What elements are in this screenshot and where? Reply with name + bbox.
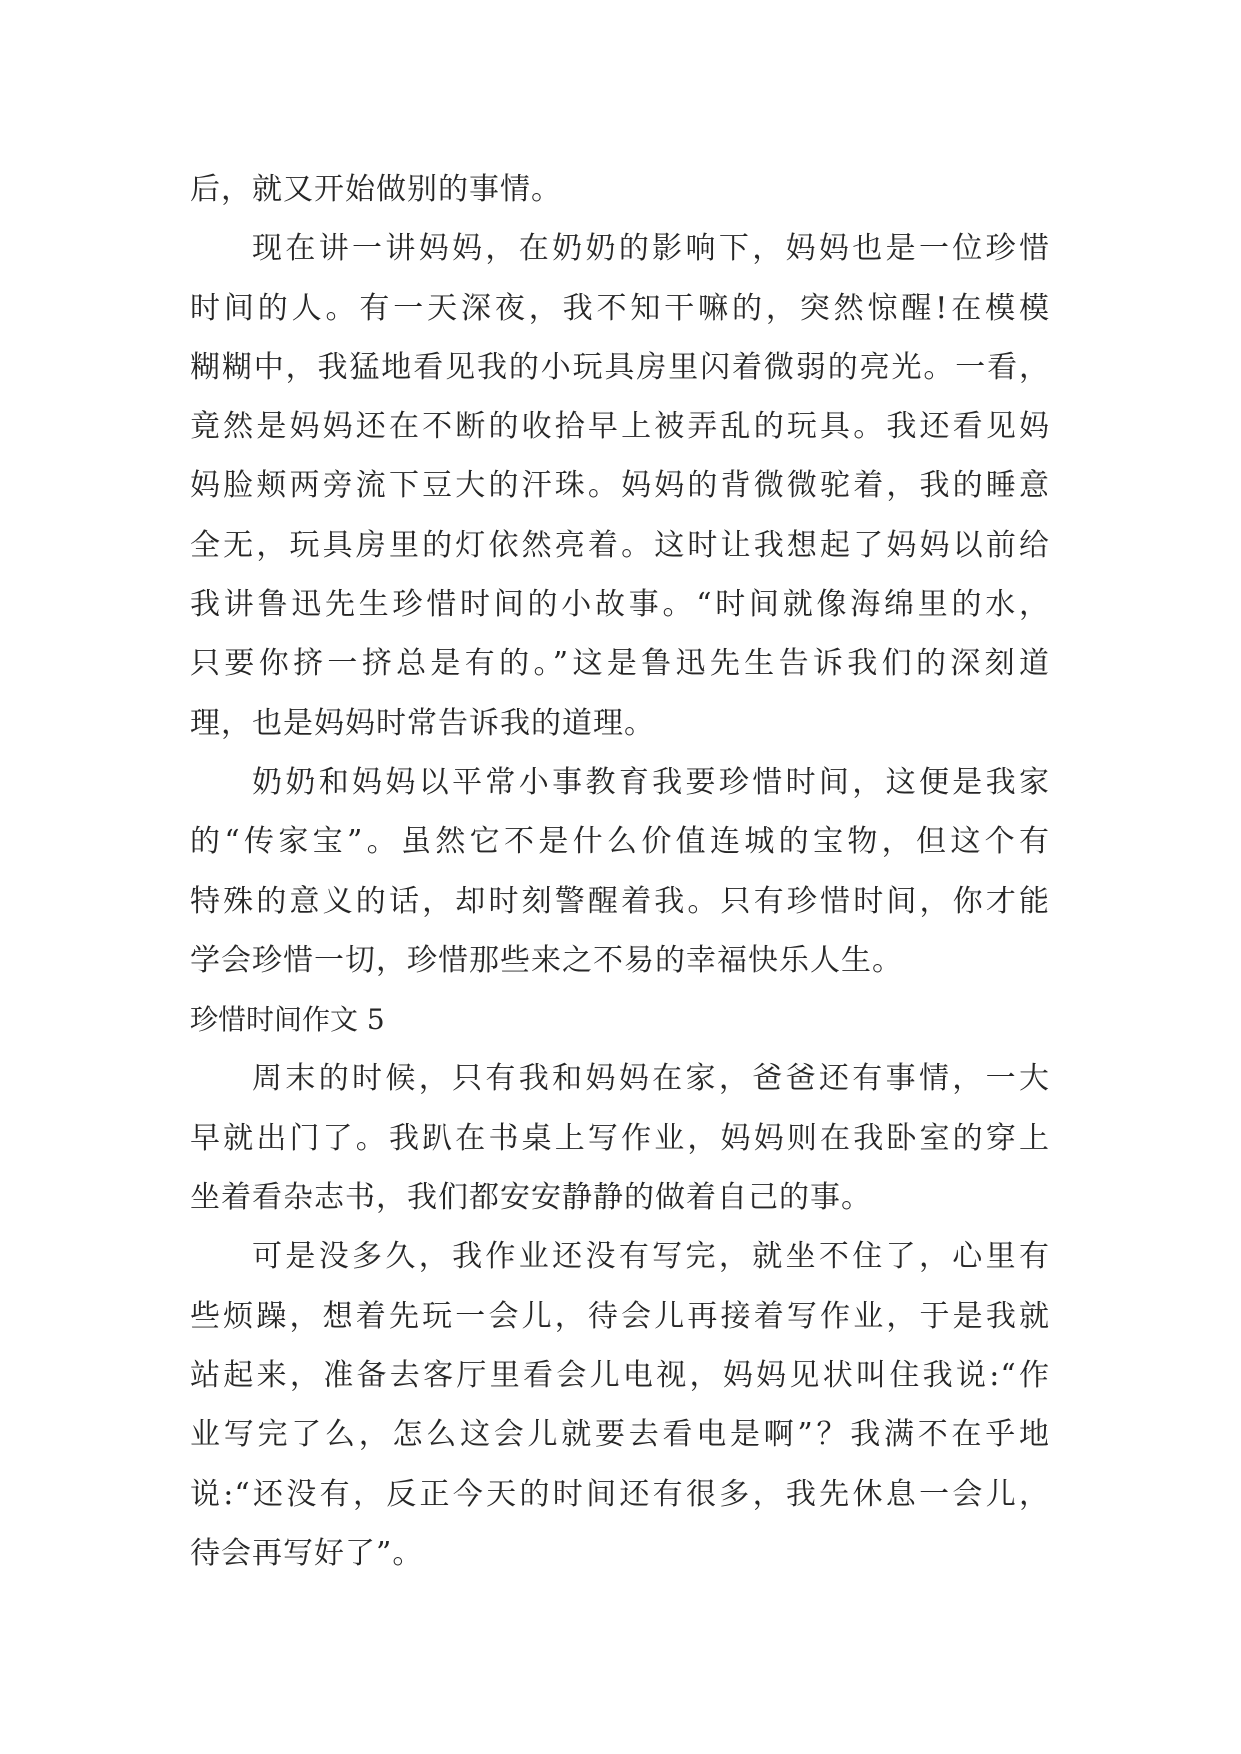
paragraph — [190, 1049, 1050, 1227]
text-line: 我讲鲁迅先生珍惜时间的小故事。“时间就像海绵里的水， — [190, 587, 1050, 623]
text-line: 竟然是妈妈还在不断的收拾早上被弄乱的玩具。我还看见妈 — [190, 409, 1050, 445]
text-line: 周末的时候，只有我和妈妈在家，爸爸还有事情，一大 — [252, 1061, 1050, 1097]
text-line: 说:“还没有，反正今天的时间还有很多，我先休息一会儿， — [190, 1476, 1050, 1512]
text-line: 时间的人。有一天深夜，我不知干嘛的，突然惊醒!在模模 — [190, 290, 1050, 326]
text-line: 学会珍惜一切，珍惜那些来之不易的幸福快乐人生。 — [190, 942, 903, 978]
text-line: 理，也是妈妈时常告诉我的道理。 — [190, 705, 655, 741]
text-line: 早就出门了。我趴在书桌上写作业，妈妈则在我卧室的穿上 — [190, 1120, 1050, 1156]
text-line: 糊糊中，我猛地看见我的小玩具房里闪着微弱的亮光。一看， — [190, 349, 1050, 385]
text-line: 只要你挤一挤总是有的。”这是鲁迅先生告诉我们的深刻道 — [190, 646, 1050, 682]
text-line: 业写完了么，怎么这会儿就要去看电是啊”？我满不在乎地 — [190, 1417, 1050, 1453]
paragraph — [190, 219, 1050, 753]
text-line: 特殊的意义的话，却时刻警醒着我。只有珍惜时间，你才能 — [190, 883, 1050, 919]
text-line: 的“传家宝”。虽然它不是什么价值连城的宝物，但这个有 — [190, 824, 1050, 860]
paragraph — [190, 1227, 1050, 1583]
text-line: 些烦躁，想着先玩一会儿，待会儿再接着写作业，于是我就 — [190, 1298, 1050, 1334]
text-line: 可是没多久，我作业还没有写完，就坐不住了，心里有 — [252, 1239, 1050, 1275]
text-line: 站起来，准备去客厅里看会儿电视，妈妈见状叫住我说:“作 — [190, 1357, 1050, 1393]
text-line: 全无，玩具房里的灯依然亮着。这时让我想起了妈妈以前给 — [190, 527, 1050, 563]
section-heading: 珍惜时间作文 5 — [190, 1003, 385, 1037]
document-body — [190, 160, 1050, 1583]
text-line: 奶奶和妈妈以平常小事教育我要珍惜时间，这便是我家 — [252, 764, 1050, 800]
text-line: 坐着看杂志书，我们都安安静静的做着自己的事。 — [190, 1180, 872, 1216]
text-line: 现在讲一讲妈妈，在奶奶的影响下，妈妈也是一位珍惜 — [252, 231, 1050, 267]
text-line: 后，就又开始做别的事情。 — [190, 172, 562, 207]
text-line: 妈脸颊两旁流下豆大的汗珠。妈妈的背微微驼着，我的睡意 — [190, 468, 1050, 504]
paragraph — [190, 753, 1050, 990]
paragraph — [190, 160, 1050, 219]
text-line: 待会再写好了”。 — [190, 1535, 424, 1571]
